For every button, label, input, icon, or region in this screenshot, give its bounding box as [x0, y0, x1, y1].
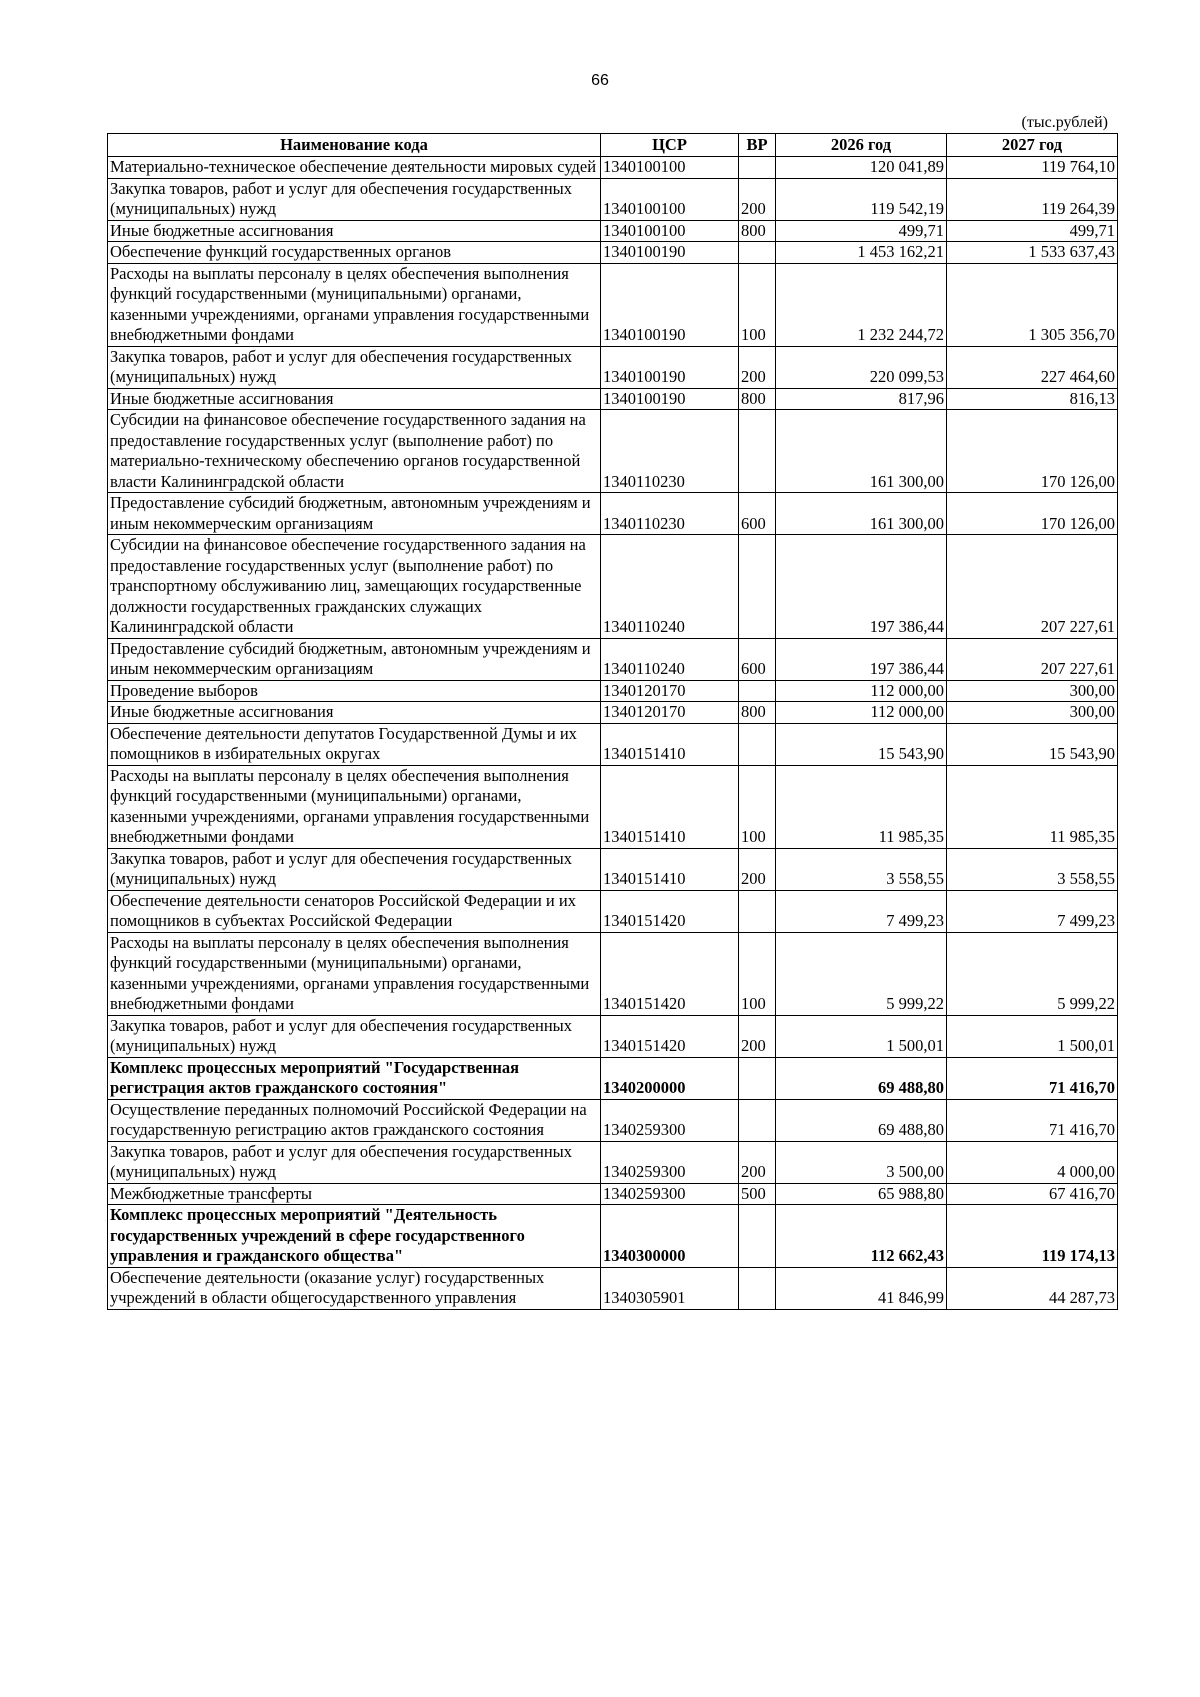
cell-name: Межбюджетные трансферты: [108, 1183, 601, 1205]
units-label: (тыс.рублей): [1021, 114, 1108, 131]
cell-csr: 1340300000: [601, 1205, 739, 1268]
cell-2027: 300,00: [947, 702, 1118, 724]
cell-2027: 119 264,39: [947, 178, 1118, 220]
cell-2026: 1 453 162,21: [776, 242, 947, 264]
cell-vr: 800: [739, 388, 776, 410]
cell-2026: 161 300,00: [776, 493, 947, 535]
cell-name: Материально-техническое обеспечение деятельности мировых судей: [108, 157, 601, 179]
cell-name: Обеспечение деятельности сенаторов Российской Федерации и их помощников в субъектах Российской Федерации: [108, 890, 601, 932]
cell-2026: 5 999,22: [776, 932, 947, 1015]
cell-2027: 67 416,70: [947, 1183, 1118, 1205]
table-row: [108, 1205, 1118, 1268]
cell-csr: 1340200000: [601, 1057, 739, 1099]
cell-vr: 800: [739, 220, 776, 242]
cell-2027: 816,13: [947, 388, 1118, 410]
cell-vr: 800: [739, 702, 776, 724]
cell-csr: 1340259300: [601, 1099, 739, 1141]
cell-2026: 11 985,35: [776, 765, 947, 848]
cell-2027: 119 174,13: [947, 1205, 1118, 1268]
cell-2027: 11 985,35: [947, 765, 1118, 848]
cell-csr: 1340151410: [601, 848, 739, 890]
cell-csr: 1340100190: [601, 242, 739, 264]
cell-2027: 1 500,01: [947, 1015, 1118, 1057]
cell-2026: 3 558,55: [776, 848, 947, 890]
cell-2026: 197 386,44: [776, 638, 947, 680]
cell-2026: 112 000,00: [776, 702, 947, 724]
cell-2026: 1 232 244,72: [776, 263, 947, 346]
cell-name: Предоставление субсидий бюджетным, автономным учреждениям и иным некоммерческим организациям: [108, 638, 601, 680]
table-row: [108, 723, 1118, 765]
cell-vr: 100: [739, 932, 776, 1015]
cell-vr: 500: [739, 1183, 776, 1205]
cell-vr: [739, 410, 776, 493]
table-row: [108, 1099, 1118, 1141]
table-row: [108, 702, 1118, 724]
cell-vr: [739, 1057, 776, 1099]
cell-name: Комплекс процессных мероприятий "Государственная регистрация актов гражданского состояния": [108, 1057, 601, 1099]
cell-csr: 1340151410: [601, 765, 739, 848]
cell-2026: 499,71: [776, 220, 947, 242]
table-row: [108, 890, 1118, 932]
cell-2026: 220 099,53: [776, 346, 947, 388]
page-number: 66: [591, 72, 609, 89]
table-row: [108, 1267, 1118, 1309]
cell-vr: 200: [739, 1141, 776, 1183]
cell-2026: 112 000,00: [776, 680, 947, 702]
cell-2027: 170 126,00: [947, 410, 1118, 493]
cell-2027: 44 287,73: [947, 1267, 1118, 1309]
cell-2026: 65 988,80: [776, 1183, 947, 1205]
cell-2026: 41 846,99: [776, 1267, 947, 1309]
cell-name: Обеспечение функций государственных органов: [108, 242, 601, 264]
cell-name: Иные бюджетные ассигнования: [108, 702, 601, 724]
cell-name: Закупка товаров, работ и услуг для обеспечения государственных (муниципальных) нужд: [108, 178, 601, 220]
cell-name: Расходы на выплаты персоналу в целях обеспечения выполнения функций государственными (муниципальными) органами, казенными учреждениями, органами управления государственными внебюджетными фондами: [108, 765, 601, 848]
cell-name: Расходы на выплаты персоналу в целях обеспечения выполнения функций государственными (муниципальными) органами, казенными учреждениями, органами управления государственными внебюджетными фондами: [108, 263, 601, 346]
header-vr: ВР: [739, 134, 776, 157]
cell-vr: [739, 535, 776, 639]
cell-csr: 1340120170: [601, 680, 739, 702]
cell-name: Расходы на выплаты персоналу в целях обеспечения выполнения функций государственными (муниципальными) органами, казенными учреждениями, органами управления государственными внебюджетными фондами: [108, 932, 601, 1015]
header-2026: 2026 год: [776, 134, 947, 157]
cell-2026: 119 542,19: [776, 178, 947, 220]
table-row: [108, 932, 1118, 1015]
cell-vr: [739, 680, 776, 702]
cell-2027: 4 000,00: [947, 1141, 1118, 1183]
cell-csr: 1340259300: [601, 1183, 739, 1205]
cell-vr: 200: [739, 346, 776, 388]
cell-csr: 1340110230: [601, 493, 739, 535]
table-row: [108, 765, 1118, 848]
cell-name: Закупка товаров, работ и услуг для обеспечения государственных (муниципальных) нужд: [108, 346, 601, 388]
table-header-row: [108, 134, 1118, 157]
table-row: [108, 535, 1118, 639]
table-row: [108, 1183, 1118, 1205]
table-row: [108, 1057, 1118, 1099]
cell-2027: 499,71: [947, 220, 1118, 242]
cell-2027: 119 764,10: [947, 157, 1118, 179]
table-row: [108, 242, 1118, 264]
cell-2026: 7 499,23: [776, 890, 947, 932]
table-row: [108, 1141, 1118, 1183]
cell-csr: 1340100190: [601, 388, 739, 410]
cell-csr: 1340110240: [601, 535, 739, 639]
cell-vr: [739, 723, 776, 765]
cell-2027: 71 416,70: [947, 1057, 1118, 1099]
table-row: [108, 638, 1118, 680]
cell-2027: 207 227,61: [947, 535, 1118, 639]
cell-vr: 100: [739, 765, 776, 848]
cell-csr: 1340110240: [601, 638, 739, 680]
cell-2027: 207 227,61: [947, 638, 1118, 680]
cell-csr: 1340151420: [601, 890, 739, 932]
table-row: [108, 263, 1118, 346]
cell-csr: 1340100100: [601, 157, 739, 179]
table-row: [108, 1015, 1118, 1057]
cell-2026: 69 488,80: [776, 1099, 947, 1141]
table-row: [108, 493, 1118, 535]
cell-2027: 3 558,55: [947, 848, 1118, 890]
cell-csr: 1340120170: [601, 702, 739, 724]
cell-csr: 1340100100: [601, 220, 739, 242]
cell-name: Субсидии на финансовое обеспечение государственного задания на предоставление государственных услуг (выполнение работ) по материально-техническому обеспечению органов государственной власти Калининградской области: [108, 410, 601, 493]
cell-vr: [739, 1099, 776, 1141]
cell-vr: [739, 1205, 776, 1268]
cell-2026: 112 662,43: [776, 1205, 947, 1268]
cell-csr: 1340259300: [601, 1141, 739, 1183]
cell-csr: 1340151420: [601, 932, 739, 1015]
cell-2027: 71 416,70: [947, 1099, 1118, 1141]
cell-vr: [739, 890, 776, 932]
cell-2026: 15 543,90: [776, 723, 947, 765]
cell-vr: 600: [739, 638, 776, 680]
cell-name: Обеспечение деятельности депутатов Государственной Думы и их помощников в избирательных округах: [108, 723, 601, 765]
table-body: [108, 157, 1118, 1310]
table-row: [108, 220, 1118, 242]
cell-2027: 300,00: [947, 680, 1118, 702]
cell-2026: 197 386,44: [776, 535, 947, 639]
cell-vr: 100: [739, 263, 776, 346]
cell-vr: [739, 157, 776, 179]
cell-csr: 1340100190: [601, 346, 739, 388]
table-row: [108, 157, 1118, 179]
cell-2027: 7 499,23: [947, 890, 1118, 932]
table-row: [108, 388, 1118, 410]
cell-2026: 817,96: [776, 388, 947, 410]
header-2027: 2027 год: [947, 134, 1118, 157]
cell-vr: 200: [739, 1015, 776, 1057]
cell-2026: 69 488,80: [776, 1057, 947, 1099]
cell-2026: 3 500,00: [776, 1141, 947, 1183]
cell-name: Закупка товаров, работ и услуг для обеспечения государственных (муниципальных) нужд: [108, 1015, 601, 1057]
cell-name: Комплекс процессных мероприятий "Деятельность государственных учреждений в сфере государственного управления и гражданского общества": [108, 1205, 601, 1268]
cell-2026: 161 300,00: [776, 410, 947, 493]
cell-name: Иные бюджетные ассигнования: [108, 220, 601, 242]
cell-vr: 200: [739, 178, 776, 220]
cell-name: Осуществление переданных полномочий Российской Федерации на государственную регистрацию актов гражданского состояния: [108, 1099, 601, 1141]
cell-name: Предоставление субсидий бюджетным, автономным учреждениям и иным некоммерческим организациям: [108, 493, 601, 535]
cell-name: Субсидии на финансовое обеспечение государственного задания на предоставление государственных услуг (выполнение работ) по транспортному обслуживанию лиц, замещающих государственные должности государственных гражданских служащих Калининградской области: [108, 535, 601, 639]
cell-vr: 200: [739, 848, 776, 890]
budget-table: [107, 133, 1118, 1310]
cell-csr: 1340100190: [601, 263, 739, 346]
cell-2027: 170 126,00: [947, 493, 1118, 535]
cell-vr: 600: [739, 493, 776, 535]
cell-name: Закупка товаров, работ и услуг для обеспечения государственных (муниципальных) нужд: [108, 848, 601, 890]
cell-csr: 1340151420: [601, 1015, 739, 1057]
cell-name: Закупка товаров, работ и услуг для обеспечения государственных (муниципальных) нужд: [108, 1141, 601, 1183]
cell-2027: 5 999,22: [947, 932, 1118, 1015]
cell-2027: 227 464,60: [947, 346, 1118, 388]
cell-2027: 1 533 637,43: [947, 242, 1118, 264]
table-row: [108, 346, 1118, 388]
cell-csr: 1340110230: [601, 410, 739, 493]
cell-name: Обеспечение деятельности (оказание услуг) государственных учреждений в области общегосударственного управления: [108, 1267, 601, 1309]
cell-2027: 1 305 356,70: [947, 263, 1118, 346]
cell-vr: [739, 242, 776, 264]
cell-csr: 1340100100: [601, 178, 739, 220]
table-row: [108, 410, 1118, 493]
cell-csr: 1340151410: [601, 723, 739, 765]
cell-vr: [739, 1267, 776, 1309]
cell-name: Проведение выборов: [108, 680, 601, 702]
cell-name: Иные бюджетные ассигнования: [108, 388, 601, 410]
cell-2026: 1 500,01: [776, 1015, 947, 1057]
table-row: [108, 848, 1118, 890]
header-csr: ЦСР: [601, 134, 739, 157]
cell-2026: 120 041,89: [776, 157, 947, 179]
header-name: Наименование кода: [108, 134, 601, 157]
table-row: [108, 680, 1118, 702]
cell-2027: 15 543,90: [947, 723, 1118, 765]
cell-csr: 1340305901: [601, 1267, 739, 1309]
table-row: [108, 178, 1118, 220]
